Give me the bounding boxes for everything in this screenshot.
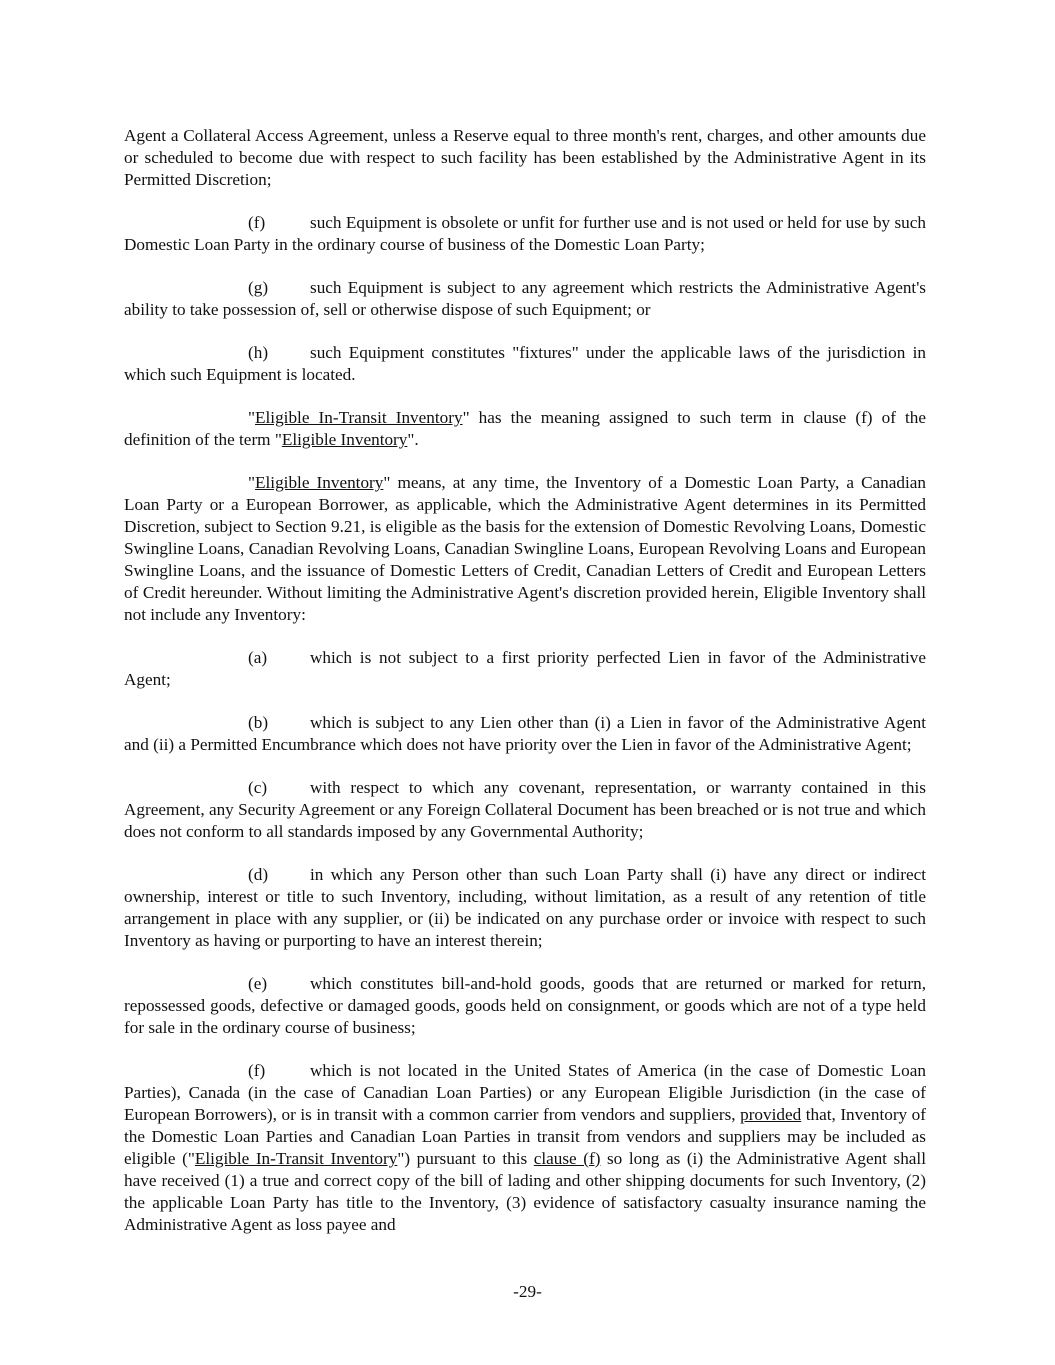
clause-label: (c) <box>248 778 268 797</box>
defined-term: Eligible In-Transit Inventory <box>255 408 463 427</box>
clause-reference: clause (f) <box>533 1149 601 1168</box>
equipment-clause-h: (h) such Equipment constitutes "fixtures" under the applicable laws of the jurisdiction in which such Equipment is located. <box>124 343 926 384</box>
clause-label: (f) <box>248 213 266 232</box>
intro-paragraph: Agent a Collateral Access Agreement, unless a Reserve equal to three month's rent, charges, and other amounts due or scheduled to become due with respect to such facility has been established by the Administrative Agent in its Permitted Discretion; <box>124 126 926 189</box>
clause-label: (b) <box>248 713 269 732</box>
defined-term: Eligible Inventory <box>255 473 384 492</box>
equipment-clause-f: (f) such Equipment is obsolete or unfit for further use and is not used or held for use by such Domestic Loan Party in the ordinary course of business of the Domestic Loan Party; <box>124 213 926 254</box>
equipment-clause-g: (g) such Equipment is subject to any agreement which restricts the Administrative Agent's ability to take possession of, sell or otherwise dispose of such Equipment; or <box>124 278 926 319</box>
clause-label: (g) <box>248 278 269 297</box>
page-number: -29- <box>513 1282 542 1301</box>
clause-label: (a) <box>248 648 268 667</box>
term-provided: provided <box>740 1105 802 1124</box>
inventory-clause-a: (a) which is not subject to a first priority perfected Lien in favor of the Administrative Agent; <box>124 648 926 689</box>
inventory-clause-b: (b) which is subject to any Lien other than (i) a Lien in favor of the Administrative Agent and (ii) a Permitted Encumbrance which does not have priority over the Lien in favor of the Administrative Agent; <box>124 713 926 754</box>
defined-term: Eligible In-Transit Inventory <box>194 1149 398 1168</box>
inventory-clause-e: (e) which constitutes bill-and-hold goods, goods that are returned or marked for return, repossessed goods, defective or damaged goods, goods held on consignment, or goods which are not of a type held for sale in the ordinary course of business; <box>124 974 926 1037</box>
inventory-clause-d: (d) in which any Person other than such Loan Party shall (i) have any direct or indirect ownership, interest or title to such Inventory, including, without limitation, as a result of any retention of title arrangement in place with any supplier, or (ii) be indicated on any purchase order or invoice with respect to such Inventory as having or purporting to have an interest therein; <box>124 865 926 950</box>
term-reference: Eligible Inventory <box>281 430 408 449</box>
clause-label: (f) <box>248 1061 266 1080</box>
inventory-clause-f: (f) which is not located in the United States of America (in the case of Domestic Loan Parties), Canada (in the case of Canadian Loan Parties) or any European Eligible Jurisdiction (in the case of European Borrowers), or is in transit with a common carrier from vendors and suppliers, provided that, Inventory of the Domestic Loan Parties and Canadian Loan Parties in transit from vendors and suppliers may be included as eligible ("Eligible In-Transit Inventory") pursuant to this clause (f) so long as (i) the Administrative Agent shall have received (1) a true and correct copy of the bill of lading and other shipping documents for such Inventory, (2) the applicable Loan Party has title to the Inventory, (3) evidence of satisfactory casualty insurance naming the Administrative Agent as loss payee and <box>124 1061 926 1234</box>
clause-label: (d) <box>248 865 269 884</box>
document-body <box>124 125 926 1236</box>
definition-eligible-inventory: "Eligible Inventory" means, at any time, the Inventory of a Domestic Loan Party, a Canadian Loan Party or a European Borrower, as applicable, which the Administrative Agent determines in its Permitted Discretion, subject to Section 9.21, is eligible as the basis for the extension of Domestic Revolving Loans, Domestic Swingline Loans, Canadian Revolving Loans, Canadian Swingline Loans, European Revolving Loans and European Swingline Loans, and the issuance of Domestic Letters of Credit, Canadian Letters of Credit and European Letters of Credit hereunder. Without limiting the Administrative Agent's discretion provided herein, Eligible Inventory shall not include any Inventory: <box>124 473 926 624</box>
clause-label: (e) <box>248 974 268 993</box>
inventory-clause-c: (c) with respect to which any covenant, representation, or warranty contained in this Agreement, any Security Agreement or any Foreign Collateral Document has been breached or is not true and which does not conform to all standards imposed by any Governmental Authority; <box>124 778 926 841</box>
clause-label: (h) <box>248 343 269 362</box>
definition-eligible-in-transit-inventory: "Eligible In-Transit Inventory" has the meaning assigned to such term in clause (f) of the definition of the term "Eligible Inventory". <box>124 408 927 449</box>
